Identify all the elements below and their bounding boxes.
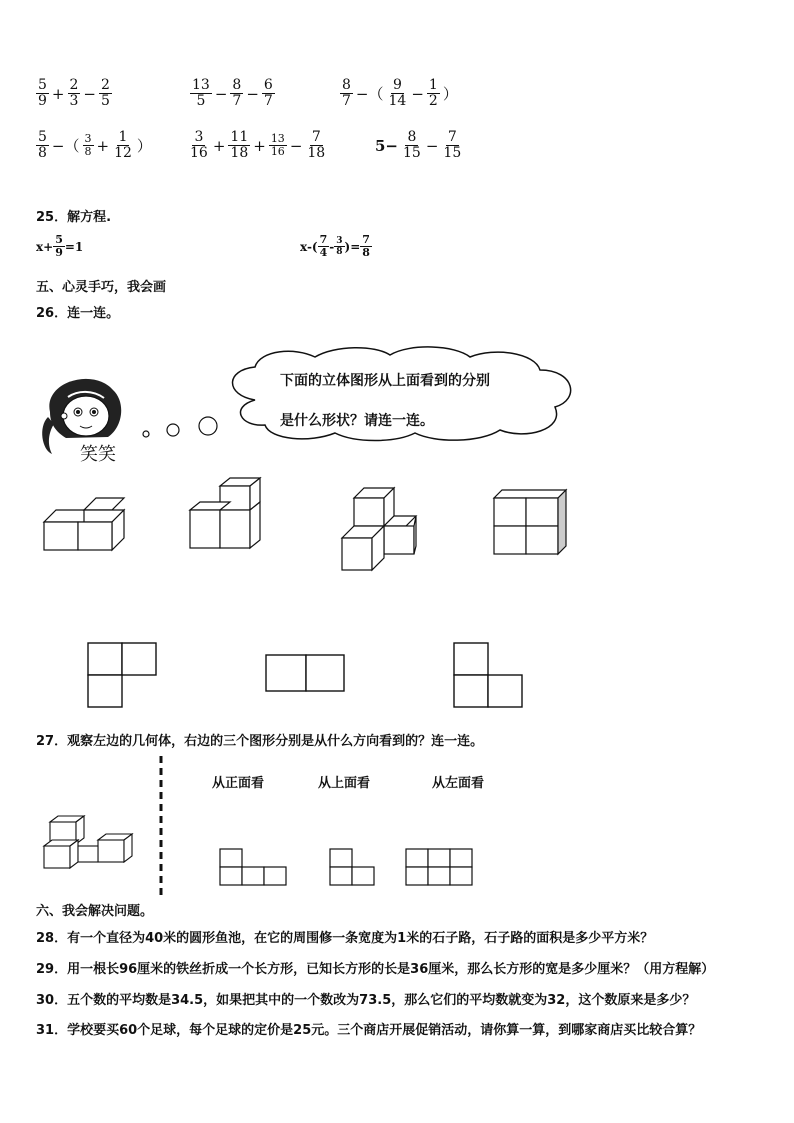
solid-shape-2: [186, 476, 266, 554]
question-25-title: 25．解方程.: [36, 210, 112, 225]
label-left-view: 从左面看: [432, 776, 485, 791]
solid-shape-4: [490, 486, 570, 558]
section-5-heading: 五、心灵手巧，我会画: [36, 280, 167, 295]
fraction: $\frac{2}{5}$: [101, 77, 110, 109]
speech-cloud: [215, 345, 585, 445]
calc-expr-6: 5− $\frac{8}{15}$ − $\frac{7}{15}$: [375, 129, 462, 161]
fraction: $\frac{5}{9}$: [38, 77, 47, 109]
view-shape-1: [218, 847, 288, 887]
top-view-shape-2: [264, 653, 346, 693]
top-view-shape-1: [86, 641, 158, 709]
dashed-divider: [159, 756, 163, 898]
thought-dots: [140, 418, 220, 443]
calc-expr-5: $\frac{3}{16}$ + $\frac{11}{18}$ + $\frac{13}{16}$ − $\frac{7}{18}$: [190, 129, 326, 161]
label-top-view: 从上面看: [318, 776, 371, 791]
top-view-shape-3: [452, 641, 526, 709]
question-28: 28．有一个直径为40米的圆形鱼池，在它的周围修一条宽度为1米的石子路，石子路的面积是多少平方米？: [36, 931, 654, 946]
equation-2: x-( $\frac{7}{4}$ - $\frac{3}{8}$ )= $\frac{7}{8}$: [300, 233, 370, 259]
question-26-title: 26．连一连。: [36, 306, 120, 321]
calc-expr-2: $\frac{13}{5}$ − $\frac{8}{7}$ − $\frac{6}{7}$: [192, 77, 273, 109]
question-31: 31．学校要买60个足球，每个足球的定价是25元。三个商店开展促销活动，请你算一算，到哪家商店买比较合算？: [36, 1023, 702, 1038]
fraction: $\frac{2}{3}$: [69, 77, 79, 109]
question-29: 29．用一根长96厘米的铁丝折成一个长方形，已知长方形的长是36厘米，那么长方形的宽是多少厘米？（用方程解）: [36, 962, 715, 977]
label-front-view: 从正面看: [212, 776, 265, 791]
solid-shape-1: [40, 492, 130, 554]
calc-expr-1: $\frac{5}{9}$ + $\frac{2}{3}$ − $\frac{2}{5}$: [38, 77, 110, 109]
calc-expr-4: $\frac{5}{8}$ −（ $\frac{3}{8}$ + $\frac{1}{12}$ ）: [38, 129, 152, 161]
section-6-heading: 六、我会解决问题。: [36, 904, 154, 919]
geometric-solid: [40, 812, 140, 874]
view-shape-2: [328, 847, 378, 887]
solid-shape-3: [336, 486, 426, 578]
bubble-text-line-1: 下面的立体图形从上面看到的分别: [280, 373, 490, 389]
question-30: 30．五个数的平均数是34.5，如果把其中的一个数改为73.5，那么它们的平均数就变为32，这个数原来是多少？: [36, 993, 696, 1008]
calc-expr-3: $\frac{8}{7}$ −（ $\frac{9}{14}$ − $\frac{1}{2}$ ）: [342, 77, 458, 109]
bubble-text-line-2: 是什么形状？请连一连。: [280, 413, 434, 429]
view-shape-3: [404, 847, 476, 887]
equation-1: x+ $\frac{5}{9}$ =1: [36, 233, 84, 259]
character-name: 笑笑: [80, 444, 116, 465]
question-27-title: 27．观察左边的几何体，右边的三个图形分别是从什么方向看到的？连一连。: [36, 734, 484, 749]
